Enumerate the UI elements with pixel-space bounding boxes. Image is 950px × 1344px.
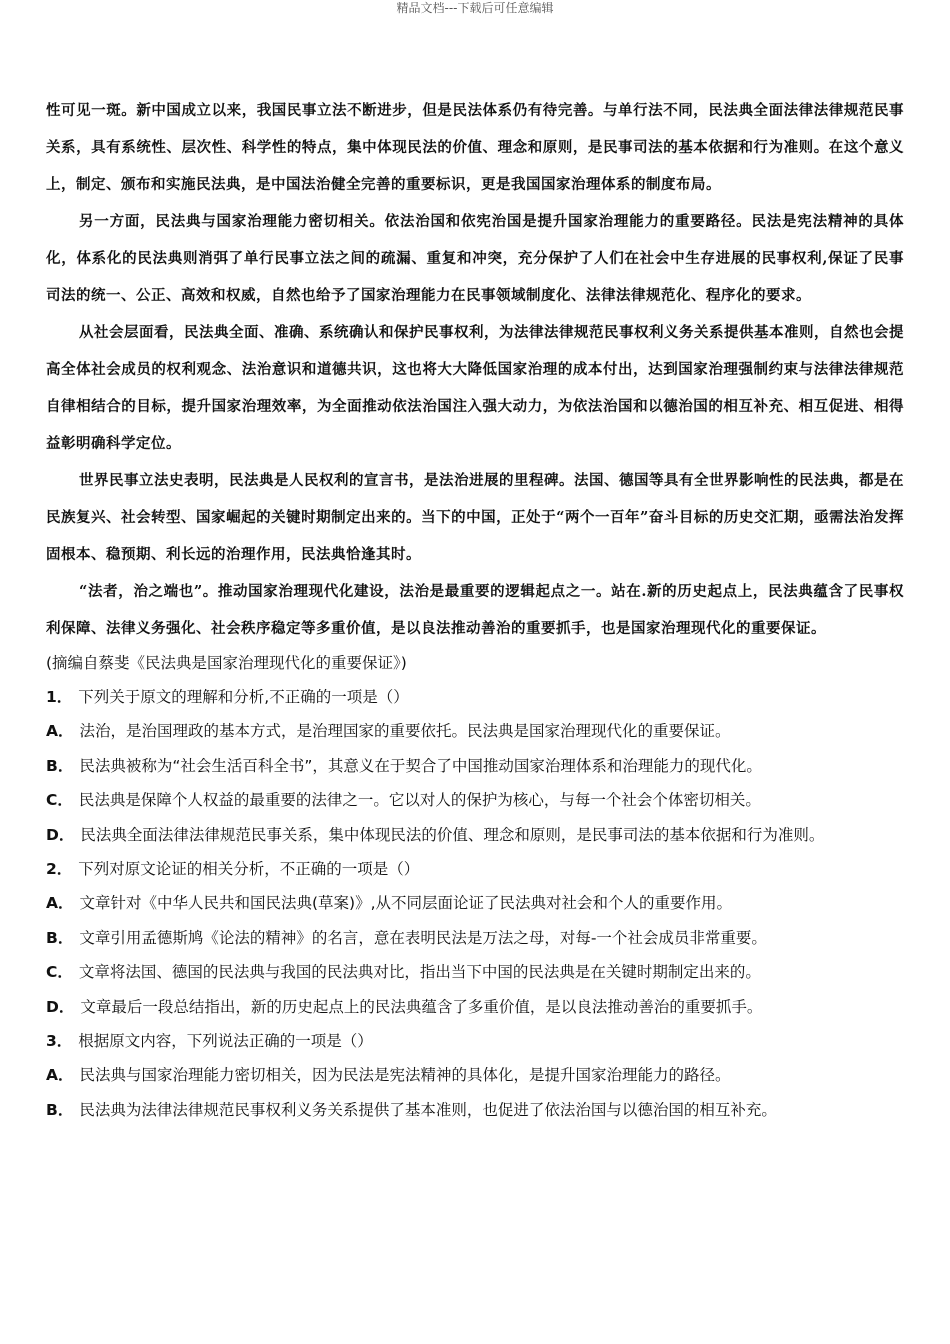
- option-letter: B．: [46, 756, 74, 775]
- paragraph-1: 性可见一斑。新中国成立以来，我国民事立法不断进步，但是民法体系仍有待完善。与单行法不同，民法典全面法律法律规范民事关系，具有系统性、层次性、科学性的特点，集中体现民法的价值、理念和原则，是民事司法的基本依据和行为准则。在这个意义上，制定、颁布和实施民法典，是中国法治健全完善的重要标识，更是我国国家治理体系的制度布局。: [46, 102, 904, 193]
- option-letter: B．: [46, 928, 74, 947]
- option-text: 民法典与国家治理能力密切相关，因为民法是宪法精神的具体化，是提升国家治理能力的路径。: [79, 1066, 731, 1084]
- q3-option-b: [46, 1093, 904, 1128]
- paragraph-2: 另一方面，民法典与国家治理能力密切相关。依法治国和依宪治国是提升国家治理能力的重要路径。民法是宪法精神的具体化，体系化的民法典则消弭了单行民事立法之间的疏漏、重复和冲突，充分保护了人们在社会中生存进展的民事权利,保证了民事司法的统一、公正、高效和权威，自然也给予了国家治理能力在民事领域制度化、法律法律规范化、程序化的要求。: [46, 213, 904, 304]
- option-letter: B．: [46, 1100, 74, 1119]
- q3-option-a: [46, 1058, 904, 1093]
- q2-option-a: [46, 886, 904, 921]
- option-text: 文章引用孟德斯鸠《论法的精神》的名言，意在表明民法是万法之母，对每-一个社会成员非常重要。: [79, 928, 767, 947]
- option-text: 民法典为法律法律规范民事权利义务关系提供了基本准则，也促进了依法治国与以德治国的相互补充。: [79, 1100, 777, 1119]
- question-text: 根据原文内容，下列说法正确的一项是（）: [78, 1032, 373, 1050]
- q1-option-a: [46, 714, 904, 749]
- option-letter: A．: [46, 722, 74, 740]
- question-1: [46, 680, 904, 714]
- paragraph-5: “法者，治之端也”。推动国家治理现代化建设，法治是最重要的逻辑起点之一。站在.新的历史起点上，民法典蕴含了民事权利保障、法律义务强化、社会秩序稳定等多重价值，是以良法推动善治的重要抓手，也是国家治理现代化的重要保证。: [46, 583, 904, 637]
- q2-option-b: [46, 921, 904, 956]
- q1-option-c: [46, 783, 904, 818]
- option-text: 文章将法国、德国的民法典与我国的民法典对比，指出当下中国的民法典是在关键时期制定出来的。: [78, 963, 761, 981]
- option-text: 民法典被称为“社会生活百科全书”，其意义在于契合了中国推动国家治理体系和治理能力的现代化。: [79, 756, 762, 775]
- question-text: 下列对原文论证的相关分析，不正确的一项是（）: [78, 860, 420, 878]
- question-number: 3．: [46, 1032, 73, 1050]
- question-text: 下列关于原文的理解和分析,不正确的一项是（）: [78, 688, 409, 706]
- question-2: [46, 852, 904, 886]
- option-text: 文章针对《中华人民共和国民法典(草案)》,从不同层面论证了民法典对社会和个人的重要作用。: [79, 894, 733, 912]
- question-number: 1．: [46, 688, 73, 706]
- option-letter: C．: [46, 791, 73, 809]
- question-number: 2．: [46, 860, 73, 878]
- question-3: [46, 1024, 904, 1058]
- q1-option-b: [46, 749, 904, 784]
- page-header: 精品文档---下载后可任意编辑: [396, 1, 554, 15]
- option-letter: A．: [46, 894, 74, 912]
- source-citation: (摘编自蔡斐《民法典是国家治理现代化的重要保证》): [46, 654, 407, 672]
- paragraph-4: 世界民事立法史表明，民法典是人民权利的宣言书，是法治进展的里程碑。法国、德国等具有全世界影响性的民法典，都是在民族复兴、社会转型、国家崛起的关键时期制定出来的。当下的中国，正处于“两个一百年”奋斗目标的历史交汇期，亟需法治发挥固根本、稳预期、利长远的治理作用，民法典恰逢其时。: [46, 472, 904, 563]
- option-text: 民法典全面法律法律规范民事关系，集中体现民法的价值、理念和原则，是民事司法的基本依据和行为准则。: [80, 825, 825, 844]
- paragraph-3: 从社会层面看，民法典全面、准确、系统确认和保护民事权利，为法律法律规范民事权利义务关系提供基本准则，自然也会提高全体社会成员的权利观念、法治意识和道德共识，这也将大大降低国家治理的成本付出，达到国家治理强制约束与法律法律规范自律相结合的目标，提升国家治理效率，为全面推动依法治国注入强大动力，为依法治国和以德治国的相互补充、相互促进、相得益彰明确科学定位。: [46, 324, 904, 452]
- option-letter: A．: [46, 1066, 74, 1084]
- q1-option-d: [46, 818, 904, 853]
- q2-option-c: [46, 955, 904, 990]
- option-letter: C．: [46, 963, 73, 981]
- option-text: 法治，是治国理政的基本方式，是治理国家的重要依托。民法典是国家治理现代化的重要保证。: [79, 722, 731, 740]
- option-text: 民法典是保障个人权益的最重要的法律之一。它以对人的保护为核心，与每一个社会个体密切相关。: [78, 791, 761, 809]
- option-letter: D．: [46, 825, 75, 844]
- option-letter: D．: [46, 997, 75, 1016]
- option-text: 文章最后一段总结指出，新的历史起点上的民法典蕴含了多重价值，是以良法推动善治的重要抓手。: [80, 997, 763, 1016]
- document-body: [46, 92, 904, 1127]
- q2-option-d: [46, 990, 904, 1025]
